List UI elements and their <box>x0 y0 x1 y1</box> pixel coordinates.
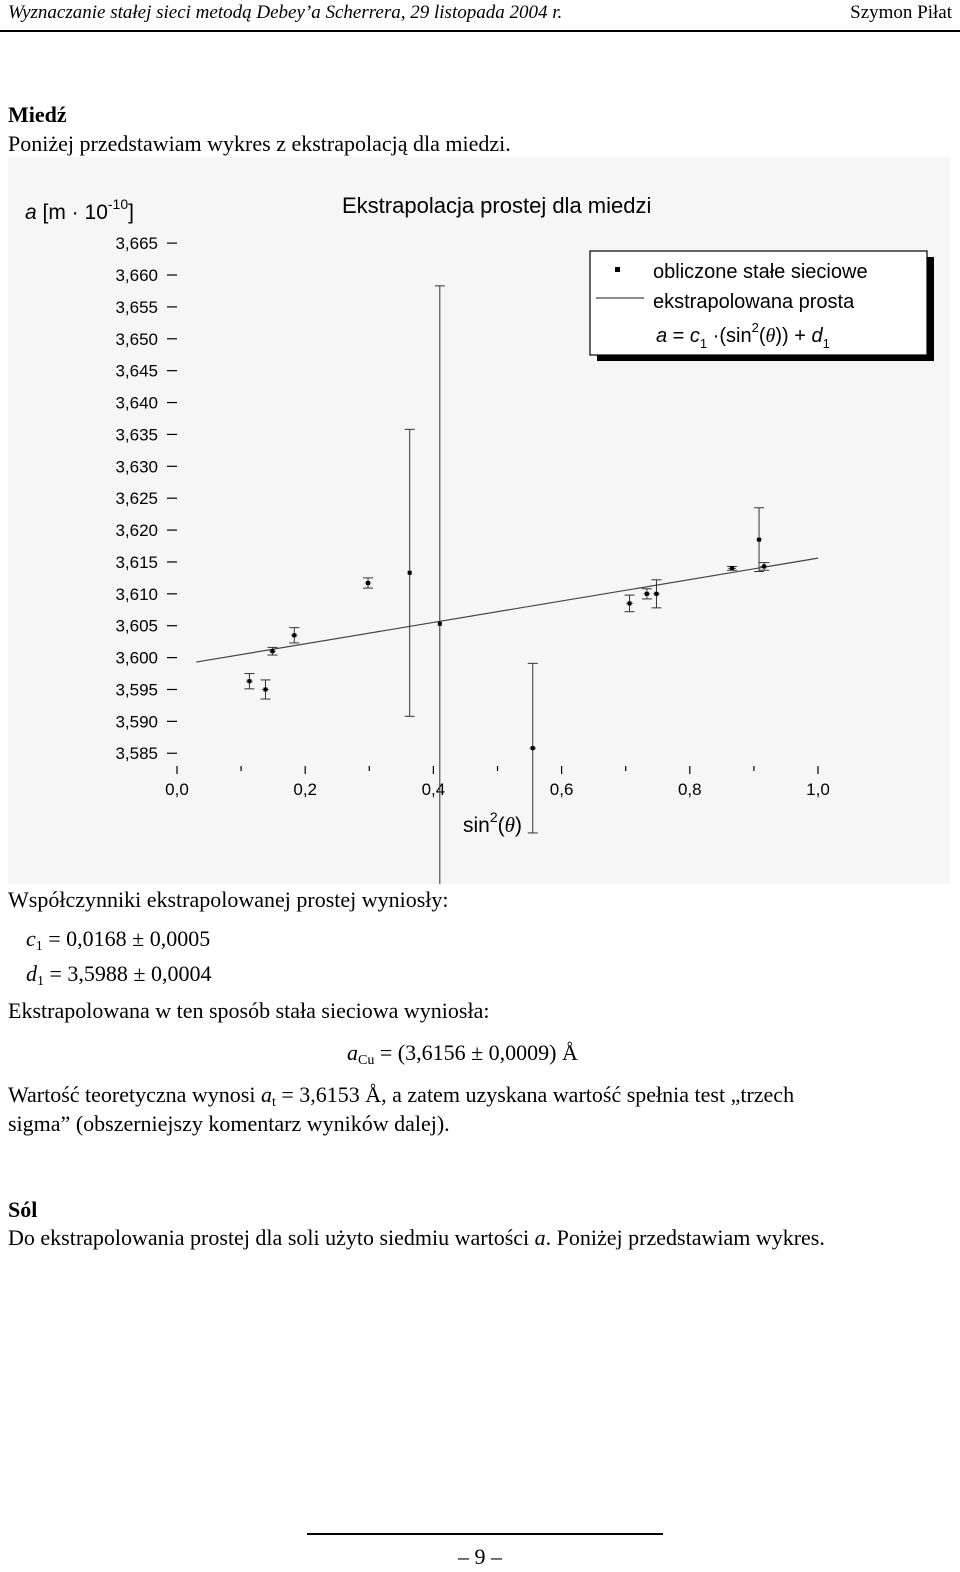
point-marker <box>408 571 412 575</box>
legend-point-marker <box>615 267 620 272</box>
x-axis-label <box>463 809 522 837</box>
point-marker <box>247 679 251 683</box>
y-tick-label: 3,625 <box>115 489 158 509</box>
x-axis-label-sin: sin <box>463 814 490 837</box>
y-tick-label: 3,635 <box>115 425 158 445</box>
legend-points-label: obliczone stałe sieciowe <box>653 261 868 283</box>
x-tick-label: 0,0 <box>165 780 189 799</box>
x-axis-label-exp: 2 <box>489 809 498 825</box>
page-number: – 9 – <box>458 1544 502 1569</box>
y-axis-label-var: a <box>25 201 37 224</box>
y-axis-label-unit-end: ] <box>128 201 134 224</box>
y-tick-label: 3,650 <box>115 329 158 349</box>
point-marker <box>292 633 296 637</box>
header-author: Szymon Piłat <box>850 2 952 23</box>
y-axis-label <box>25 196 134 224</box>
chart-svg <box>8 157 950 884</box>
point-marker <box>628 601 632 605</box>
coefficient-d1: $d_1 = 3,5988 \pm 0,0004$ <box>26 961 212 989</box>
theory-line-2: sigma” (obszerniejszy komentarz wyników dalej). <box>8 1111 450 1136</box>
data-point <box>754 508 764 572</box>
x-axis-label-theta: θ <box>504 813 515 837</box>
coefficient-c1: $c_1 = 0,0168 \pm 0,0005$ <box>26 926 211 954</box>
y-tick-label: 3,605 <box>115 616 158 636</box>
y-axis-label-exp: -10 <box>107 196 129 212</box>
data-point <box>727 566 737 570</box>
footer-rule <box>307 1533 663 1535</box>
point-marker <box>730 566 734 570</box>
point-marker <box>263 687 267 691</box>
copper-chart <box>8 157 950 884</box>
y-axis-label-unit: [m · 10 <box>36 201 108 224</box>
section-heading-copper: Miedź <box>8 102 67 127</box>
y-axis <box>115 234 177 763</box>
y-tick-label: 3,640 <box>115 393 158 413</box>
x-tick-label: 0,8 <box>677 780 702 799</box>
point-marker <box>438 622 442 626</box>
y-tick-label: 3,660 <box>115 266 158 286</box>
result-value-acu: $a_{Cu} = (3,6156 \pm 0,0009)$ Å <box>347 1040 578 1068</box>
chart-legend <box>590 251 934 361</box>
data-point <box>625 595 635 612</box>
y-tick-label: 3,630 <box>115 457 158 477</box>
y-tick-label: 3,620 <box>115 521 158 541</box>
x-tick-label: 1,0 <box>806 780 830 799</box>
data-point <box>759 563 769 571</box>
point-marker <box>645 592 649 596</box>
y-tick-label: 3,665 <box>115 234 158 254</box>
point-marker <box>531 746 535 750</box>
point-marker <box>366 581 370 585</box>
y-tick-label: 3,595 <box>115 680 158 700</box>
data-point <box>405 429 415 716</box>
legend-line-label: ekstrapolowana prosta <box>653 291 855 313</box>
x-tick-label: 0,4 <box>421 780 446 799</box>
y-tick-label: 3,585 <box>115 744 158 764</box>
data-point <box>289 628 299 643</box>
y-tick-label: 3,615 <box>115 552 158 572</box>
data-point <box>260 680 270 699</box>
x-axis <box>165 766 830 799</box>
section-heading-salt: Sól <box>8 1197 38 1222</box>
y-tick-label: 3,655 <box>115 297 158 317</box>
page-header <box>0 0 960 32</box>
chart-title: Ekstrapolacja prostej dla miedzi <box>342 193 652 218</box>
copper-intro-text: Poniżej przedstawiam wykres z ekstrapolacją dla miedzi. <box>8 131 511 156</box>
coefficients-intro: Współczynniki ekstrapolowanej prostej wyniosły: <box>8 887 449 912</box>
point-marker <box>654 592 658 596</box>
data-point <box>642 589 652 599</box>
data-point <box>363 578 373 588</box>
result-intro: Ekstrapolowana w ten sposób stała sieciowa wyniosła: <box>8 998 490 1023</box>
header-title: Wyznaczanie stałej sieci metodą Debey’a Scherrera, 29 listopada 2004 r. <box>8 2 563 23</box>
data-point <box>528 663 538 833</box>
fit-line <box>196 558 818 662</box>
data-point <box>244 674 254 689</box>
y-tick-label: 3,600 <box>115 648 158 668</box>
y-tick-label: 3,610 <box>115 584 158 604</box>
x-axis-label-close: ) <box>514 814 522 837</box>
x-axis-label-open: ( <box>497 814 505 837</box>
theory-line-1: Wartość teoretyczna wynosi $a_t = 3,6153$ Å, a zatem uzyskana wartość spełnia test „trzech <box>8 1082 795 1110</box>
point-marker <box>271 649 275 653</box>
legend-formula: $a = c_1 \cdot(\sin^2(\theta)) + d_1$ <box>656 320 830 351</box>
x-tick-label: 0,2 <box>293 780 318 799</box>
y-tick-label: 3,590 <box>115 712 158 732</box>
salt-intro-text: Do ekstrapolowania prostej dla soli użyto siedmiu wartości a. Poniżej przedstawiam wykres. <box>8 1225 825 1250</box>
point-marker <box>757 538 761 542</box>
y-tick-label: 3,645 <box>115 361 158 381</box>
x-tick-label: 0,6 <box>549 780 574 799</box>
point-marker <box>762 564 766 568</box>
